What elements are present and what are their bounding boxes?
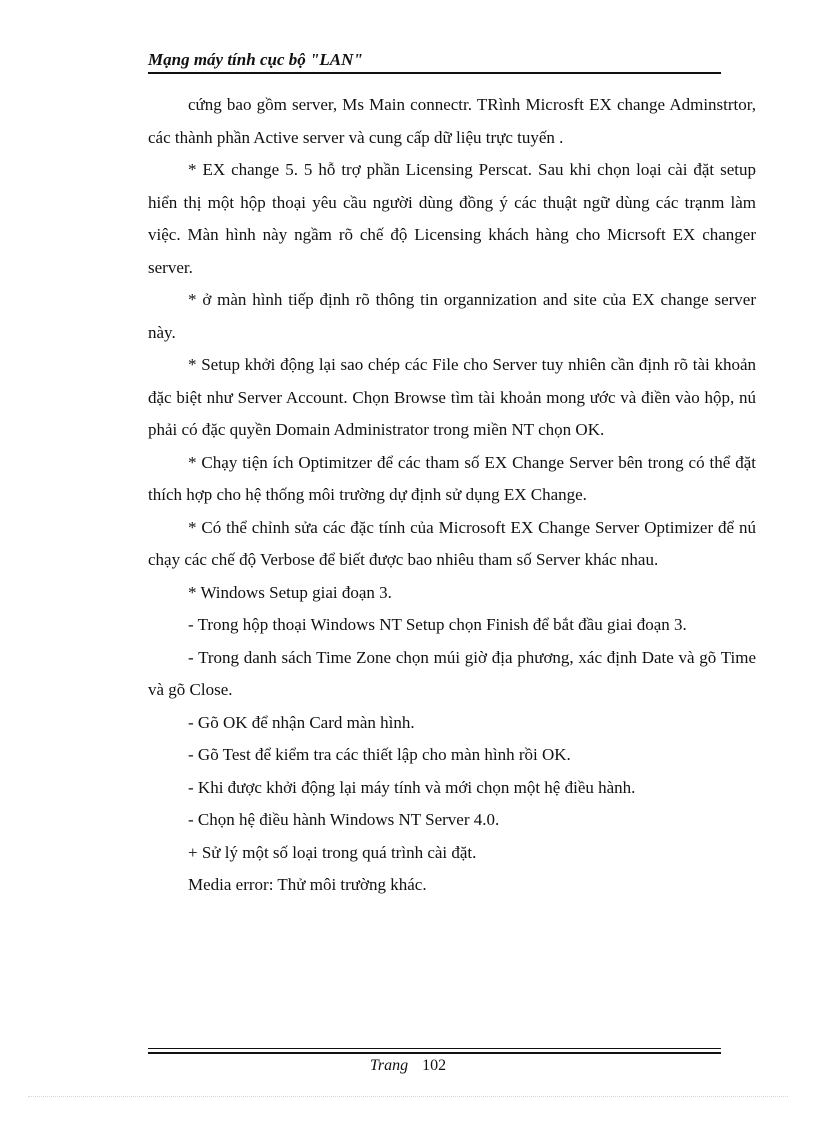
paragraph: cứng bao gồm server, Ms Main connectr. TRình Microsft EX change Adminstrtor, các thành phần Active server và cung cấp dữ liệu trực tuyến .	[148, 95, 756, 147]
page-label: Trang	[369, 1057, 409, 1074]
paragraph: * EX change 5. 5 hỗ trợ phần Licensing Perscat. Sau khi chọn loại cài đặt setup hiển thị một hộp thoại yêu cầu người dùng đồng ý các thuật ngữ dùng các trạnm làm việc. Màn hình này ngầm rõ chế độ Licensing khách hàng cho Micrsoft EX changer server.	[148, 160, 756, 277]
page-footer	[0, 1056, 816, 1076]
header-rule	[148, 72, 721, 74]
running-header: Mạng máy tính cục bộ "LAN"	[148, 50, 363, 69]
paragraph: + Sử lý một số loại trong quá trình cài đặt.	[188, 842, 477, 862]
paragraph: * ở màn hình tiếp định rõ thông tin organnization and site của EX change server này.	[148, 290, 756, 342]
page-edge	[28, 1096, 788, 1097]
paragraph: * Setup khởi động lại sao chép các File cho Server tuy nhiên cần định rõ tài khoản đặc biệt như Server Account. Chọn Browse tìm tài khoản mong ước và điền vào hộp, nú phải có đặc quyền Domain Administrator trong miền NT chọn OK.	[148, 355, 756, 439]
body-text	[148, 89, 756, 902]
paragraph: - Gõ OK để nhận Card màn hình.	[188, 712, 415, 732]
paragraph: - Gõ Test để kiểm tra các thiết lập cho màn hình rồi OK.	[188, 745, 571, 764]
paragraph: * Có thể chỉnh sửa các đặc tính của Microsoft EX Change Server Optimizer để nú chạy các chế độ Verbose để biết được bao nhiêu tham số Server khác nhau.	[148, 517, 756, 569]
page-number: 102	[422, 1057, 447, 1074]
paragraph: * Chạy tiện ích Optimitzer để các tham số EX Change Server bên trong có thể đặt thích hợp cho hệ thống môi trường dự định sử dụng EX Change.	[148, 452, 756, 504]
paragraph: - Khi được khởi động lại máy tính và mới chọn một hệ điều hành.	[188, 777, 636, 797]
footer-rule	[148, 1052, 721, 1054]
paragraph: - Trong hộp thoại Windows NT Setup chọn Finish để bắt đầu giai đoạn 3.	[188, 615, 687, 634]
footer-rule	[148, 1048, 721, 1049]
paragraph: * Windows Setup giai đoạn 3.	[188, 582, 392, 602]
paragraph: - Trong danh sách Time Zone chọn múi giờ địa phương, xác định Date và gõ Time và gõ Close.	[148, 647, 756, 699]
paragraph: Media error: Thử môi trường khác.	[188, 875, 427, 894]
paragraph: - Chọn hệ điều hành Windows NT Server 4.0.	[188, 810, 500, 829]
